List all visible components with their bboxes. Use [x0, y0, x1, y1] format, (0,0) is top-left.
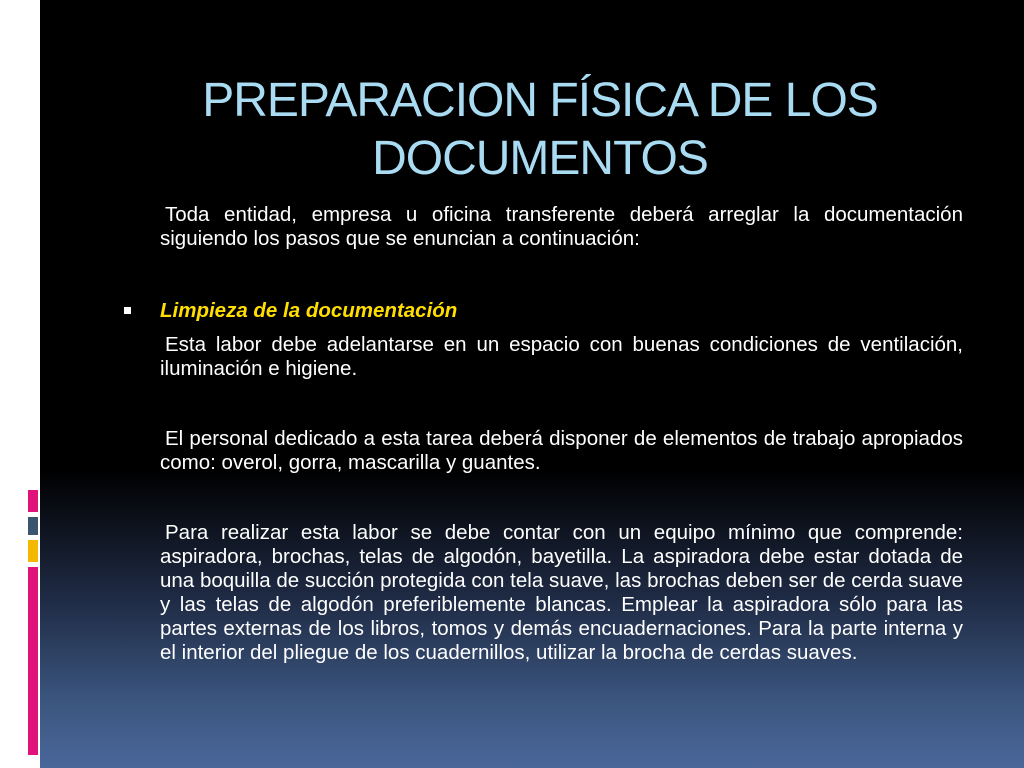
body-paragraph-2: El personal dedicado a esta tarea deberá disponer de elementos de trabajo apropiados como: overol, gorra, mascarilla y guantes. — [160, 427, 963, 474]
bullet-heading: Limpieza de la documentación — [160, 299, 458, 322]
left-decoration-strip — [0, 0, 40, 768]
body-paragraph-1: Esta labor debe adelantarse en un espacio con buenas condiciones de ventilación, iluminación e higiene. — [160, 333, 963, 380]
body-paragraph-3: Para realizar esta labor se debe contar con un equipo mínimo que comprende: aspiradora, brochas, telas de algodón, bayetilla. La aspiradora debe estar dotada de una boquilla de succión protegida con tela suave, las brochas deben ser de cerda suave y las telas de algodón preferiblemente blancas. Emplear la aspiradora sólo para las partes externas de los libros, tomos y demás encuadernaciones. Para la parte interna y el interior del pliegue de los cuadernillos, utilizar la brocha de cerdas suaves. — [160, 521, 963, 664]
slide-title — [60, 72, 1020, 188]
grey-accent-bar — [28, 517, 38, 535]
yellow-accent-bar — [28, 540, 38, 562]
slide-title-line-1: PREPARACION FÍSICA DE LOS — [202, 74, 878, 127]
pink-accent-bar-bottom — [28, 567, 38, 755]
intro-paragraph: Toda entidad, empresa u oficina transferente deberá arreglar la documentación siguiendo los pasos que se enuncian a continuación: — [160, 203, 963, 250]
square-bullet-icon — [124, 307, 131, 314]
slide-title-line-2: DOCUMENTOS — [372, 132, 708, 185]
pink-accent-bar-top — [28, 490, 38, 512]
bullet-item-limpieza — [160, 299, 963, 323]
slide-body — [160, 203, 963, 665]
